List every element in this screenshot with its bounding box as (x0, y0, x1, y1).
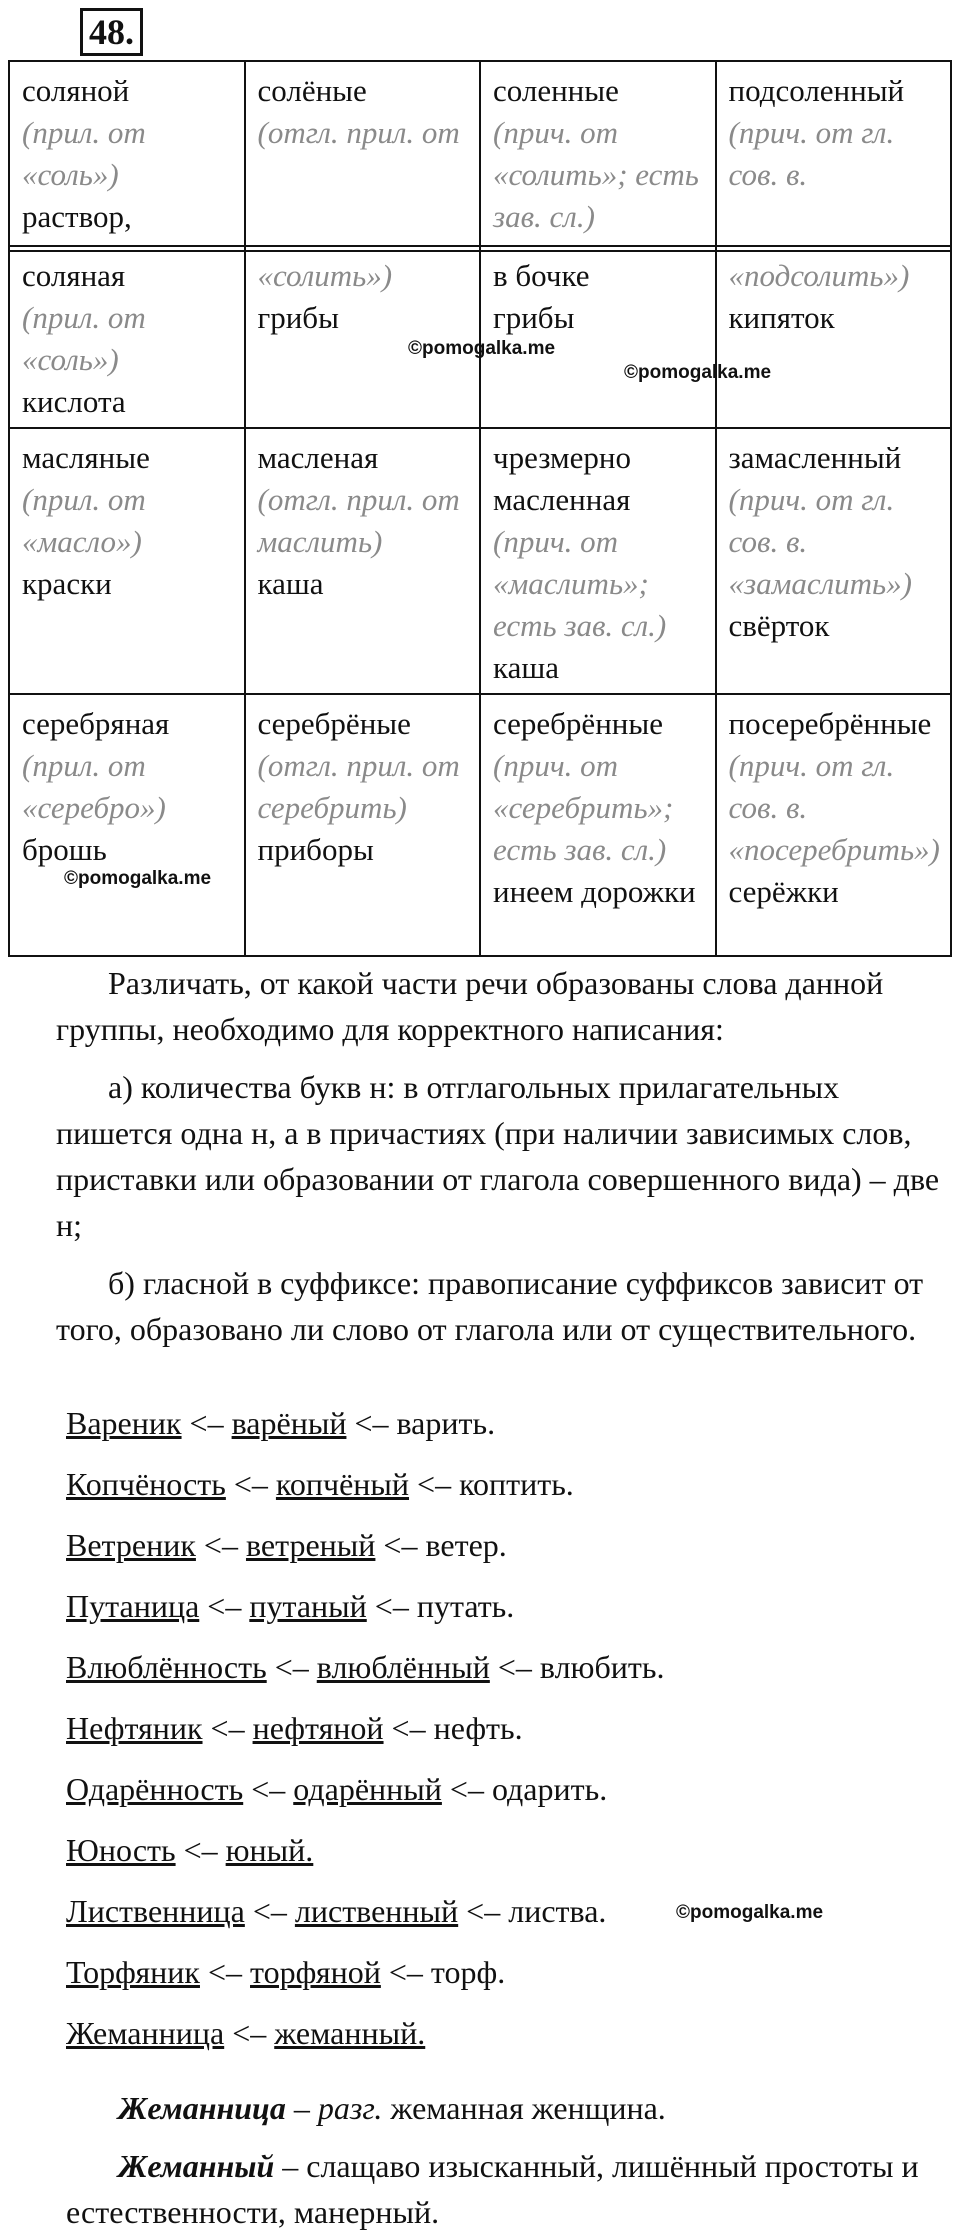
cell-note: (прич. от «серебрить»; есть зав. сл.) (493, 748, 674, 867)
cell-follow-word: кипяток (728, 300, 835, 335)
table-cell (245, 694, 481, 956)
chain-adjective: нефтяной (252, 1710, 384, 1746)
chain-noun: Торфяник (66, 1954, 200, 1990)
paragraph: Различать, от какой части речи образованы слова данной группы, необходимо для корректного написания: (56, 965, 884, 1047)
cell-follow-word: грибы (493, 300, 575, 335)
chain-adjective: торфяной (250, 1954, 381, 1990)
chain-adjective: ветреный (245, 1527, 376, 1563)
paragraph: б) гласной в суффиксе: правописание суффиксов зависит от того, образовано ли слово от глагола или от существительного. (56, 1265, 924, 1347)
arrow: <– (203, 1527, 238, 1563)
chain-noun: Нефтяник (66, 1710, 203, 1746)
cell-follow-word: каша (493, 650, 559, 685)
cell-follow-word: кислота (22, 384, 126, 419)
cell-word: масляные (22, 440, 150, 475)
definition-1 (66, 2085, 946, 2131)
cell-note: (прил. от «соль») (22, 300, 146, 377)
watermark: ©pomogalka.me (408, 338, 556, 359)
cell-follow-word: каша (257, 566, 324, 601)
table-cell (716, 428, 952, 694)
chain-noun: Лиственница (66, 1893, 245, 1929)
paragraph: а) количества букв н: в отглагольных прилагательных пишется одна н, а в причастиях (при наличии зависимых слов, приставки или образовании от глагола совершенного вида) – две н; (56, 1069, 940, 1243)
table-cell (9, 694, 245, 956)
table-cell (716, 61, 952, 251)
cell-note: «солить») (257, 258, 393, 293)
chain-line (66, 1766, 607, 1812)
table-cell (480, 61, 716, 251)
cell-note: (прил. от «серебро») (22, 748, 166, 825)
cell-note: (отгл. прил. от (257, 115, 460, 150)
cell-word: в бочке (493, 258, 590, 293)
cell-note: (отгл. прил. от маслить) (257, 482, 460, 559)
arrow: <– (207, 1954, 243, 1990)
arrow: <– (466, 1893, 501, 1929)
definition-term: Жеманница (118, 2090, 286, 2126)
chain-source: путать. (416, 1588, 515, 1624)
chain-noun: Путаница (66, 1588, 200, 1624)
dash: – (285, 2090, 318, 2126)
chain-source: листва. (508, 1893, 607, 1929)
chain-noun: Вареник (66, 1405, 182, 1441)
arrow: <– (417, 1466, 452, 1502)
chain-adjective: варёный (231, 1405, 347, 1441)
table-cell (480, 428, 716, 694)
chain-adjective: лиственный (294, 1893, 459, 1929)
chain-noun: Одарённость (66, 1771, 244, 1807)
explanation (56, 960, 946, 1352)
chain-line (66, 1705, 523, 1751)
chain-noun: Ветреник (66, 1527, 196, 1563)
arrow: <– (391, 1710, 426, 1746)
cell-follow-word: свёрток (728, 608, 830, 643)
chain-line (66, 1583, 514, 1629)
watermark: ©pomogalka.me (676, 1902, 824, 1923)
cell-follow-word: грибы (257, 300, 339, 335)
table-cell (716, 246, 952, 428)
table-row (9, 246, 951, 428)
chain-noun: Жеманница (66, 2015, 225, 2051)
definition-text: жеманная женщина. (382, 2090, 666, 2126)
chain-source: нефть. (433, 1710, 523, 1746)
chain-source: коптить. (459, 1466, 574, 1502)
arrow: <– (252, 1893, 287, 1929)
chain-adjective: копчёный (275, 1466, 410, 1502)
arrow: <– (388, 1954, 423, 1990)
cell-follow-word: краски (22, 566, 112, 601)
cell-note: (прич. от гл. сов. в. «замаслить») (728, 482, 912, 601)
arrow: <– (449, 1771, 484, 1807)
cell-follow-word: приборы (257, 832, 374, 867)
arrow: <– (354, 1405, 389, 1441)
cell-note: «подсолить») (728, 258, 910, 293)
chain-noun: Влюблённость (66, 1649, 267, 1685)
chain-source: одарить. (491, 1771, 608, 1807)
arrow: <– (233, 1466, 268, 1502)
cell-note: (прил. от «соль») (22, 115, 146, 192)
arrow: <– (374, 1588, 409, 1624)
cell-note: (прич. от «маслить»; есть зав. сл.) (493, 524, 667, 643)
chain-adjective: одарённый (293, 1771, 442, 1807)
table-row (9, 694, 951, 956)
table-cell (480, 694, 716, 956)
chain-line (66, 1644, 664, 1690)
arrow: <– (183, 1832, 218, 1868)
chain-line (66, 2010, 425, 2056)
dash: – (274, 2148, 307, 2184)
arrow: <– (274, 1649, 309, 1685)
definition-2 (66, 2143, 946, 2235)
chain-adjective: юный. (225, 1832, 314, 1868)
chain-adjective: жеманный. (274, 2015, 426, 2051)
table-cell (245, 246, 481, 428)
chain-line (66, 1888, 606, 1934)
chain-line (66, 1949, 505, 1995)
table-cell (9, 246, 245, 428)
chain-line (66, 1461, 574, 1507)
chain-adjective: влюблённый (316, 1649, 490, 1685)
cell-word: серебряная (22, 706, 170, 741)
chain-source: торф. (430, 1954, 506, 1990)
usage-mark: разг. (317, 2090, 383, 2126)
cell-word: посеребрённые (728, 706, 932, 741)
chain-adjective: путаный (249, 1588, 367, 1624)
cell-word: соляная (22, 258, 126, 293)
cell-note: (отгл. прил. от серебрить) (257, 748, 460, 825)
chain-line (66, 1827, 313, 1873)
cell-note: (прич. от «солить»; есть зав. сл.) (493, 115, 699, 234)
table-cell (245, 61, 481, 251)
table-row (9, 428, 951, 694)
cell-word: чрезмерно масленная (493, 440, 632, 517)
arrow: <– (383, 1527, 418, 1563)
exercise-number: 48. (80, 8, 143, 56)
cell-word: серебрёные (257, 706, 411, 741)
chain-source: ветер. (425, 1527, 507, 1563)
cell-word: серебрённые (493, 706, 663, 741)
chain-noun: Копчёность (66, 1466, 226, 1502)
table-cell (9, 428, 245, 694)
cell-note: (прич. от гл. сов. в. (728, 115, 895, 192)
arrow: <– (189, 1405, 224, 1441)
chain-line (66, 1400, 495, 1446)
definition-text: слащаво изысканный, лишённый простоты и естественности, манерный. (66, 2148, 919, 2230)
chain-source: влюбить. (539, 1649, 665, 1685)
chain-source: варить. (396, 1405, 496, 1441)
cell-follow-word: брошь (22, 832, 107, 867)
cell-word: соляной (22, 73, 130, 108)
words-table-top (8, 60, 952, 252)
cell-word: масленая (257, 440, 379, 475)
arrow: <– (207, 1588, 242, 1624)
watermark: ©pomogalka.me (624, 362, 772, 383)
cell-word: солёные (257, 73, 367, 108)
cell-follow-word: раствор, (22, 199, 132, 234)
cell-follow-word: серёжки (728, 874, 839, 909)
arrow: <– (251, 1771, 286, 1807)
table-cell (245, 428, 481, 694)
table-cell (9, 61, 245, 251)
cell-note: (прич. от гл. сов. в. «посеребрить») (728, 748, 940, 867)
cell-word: соленные (493, 73, 619, 108)
table-row (9, 61, 951, 251)
definition-term: Жеманный (118, 2148, 275, 2184)
arrow: <– (210, 1710, 245, 1746)
cell-word: замасленный (728, 440, 902, 475)
chain-noun: Юность (66, 1832, 176, 1868)
arrow: <– (232, 2015, 267, 2051)
table-cell (716, 694, 952, 956)
cell-follow-word: инеем дорожки (493, 874, 696, 909)
cell-note: (прил. от «масло») (22, 482, 146, 559)
cell-word: подсоленный (728, 73, 905, 108)
arrow: <– (497, 1649, 532, 1685)
table-cell (480, 246, 716, 428)
chain-line (66, 1522, 507, 1568)
watermark: ©pomogalka.me (64, 868, 212, 889)
